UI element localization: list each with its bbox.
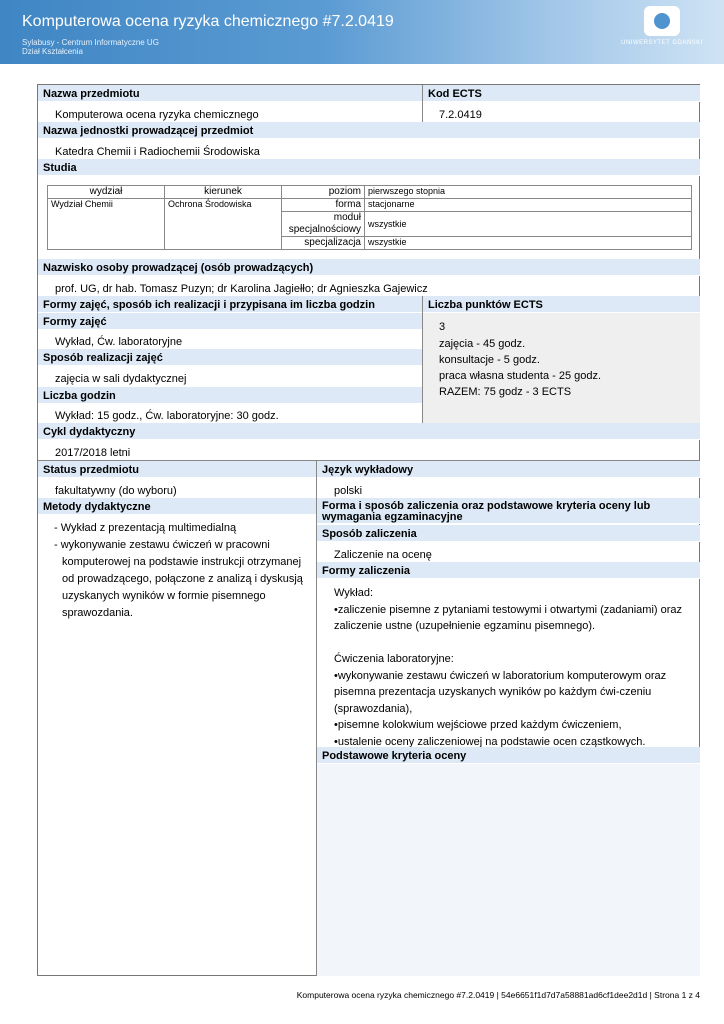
studia-modul-label-1: moduł: [333, 212, 361, 223]
studia-forma: stacjonarne: [365, 199, 692, 212]
forms-hours: Wykład: 15 godz., Ćw. laboratoryjne: 30 godz.: [55, 410, 279, 422]
forms-section-label: Formy zajęć, sposób ich realizacji i przypisana im liczba godzin: [38, 296, 422, 313]
studia-label: Studia: [38, 159, 700, 176]
assessment-forms-label: Formy zaliczenia: [317, 562, 700, 579]
assessment-lab-item: •ustalenie oceny zaliczeniowej na podstawie ocen cząstkowych.: [334, 735, 646, 748]
methods-item: - Wykład z prezentacją multimedialną: [54, 522, 237, 534]
studia-modul-label: [282, 212, 365, 237]
ects-points-line-3: konsultacje - 5 godz.: [439, 354, 540, 366]
university-logo: [614, 6, 710, 56]
studia-poziom-label: poziom: [282, 186, 365, 199]
assessment-lecture-title: Wykład:: [334, 587, 374, 599]
studia-specjalizacja-label: specjalizacja: [282, 237, 365, 250]
language-label: Język wykładowy: [317, 461, 700, 478]
assessment-method-label: Sposób zaliczenia: [317, 525, 700, 542]
methods-item: - wykonywanie zestawu ćwiczeń w pracowni komputerowej na podstawie instrukcji otrzymanej od prowadzącego, połączone z analizą i dyskusją uzyskanych wyników w formie pisemnego sprawozdania.: [54, 539, 303, 619]
studia-modul: wszystkie: [365, 212, 692, 237]
cycle-value: 2017/2018 letni: [55, 447, 131, 459]
studia-specjalizacja: wszystkie: [365, 237, 692, 250]
assessment-lab-title: Ćwiczenia laboratoryjne:: [334, 653, 454, 665]
assessment-forms-text: [334, 585, 689, 750]
cycle-label: Cykl dydaktyczny: [38, 423, 700, 440]
forms-hours-label: Liczba godzin: [38, 387, 422, 404]
assessment-lab-item: •wykonywanie zestawu ćwiczeń w laboratorium komputerowym oraz pisemna prezentacja uzyskanych wyników po każdym ćwi-czeniu (sprawozdania),: [334, 669, 667, 715]
banner-subtitle-1: Sylabusy - Centrum Informatyczne UG: [22, 38, 159, 47]
page-banner: [0, 0, 724, 64]
syllabus-frame: [37, 84, 700, 976]
criteria-label: Podstawowe kryteria oceny: [317, 747, 700, 764]
ects-points-line-5: RAZEM: 75 godz - 3 ECTS: [439, 386, 572, 398]
studia-modul-label-2: specjalnościowy: [288, 224, 361, 235]
status-label: Status przedmiotu: [38, 461, 316, 478]
studia-col-kierunek: kierunek: [165, 186, 282, 199]
studia-poziom: pierwszego stopnia: [365, 186, 692, 199]
page-footer: Komputerowa ocena ryzyka chemicznego #7.2.0419 | 54e6651f1d7d7a58881ad6cf1dee2d1d | Strona 1 z 4: [296, 990, 700, 1000]
ects-points-line-4: praca własna studenta - 25 godz.: [439, 370, 602, 382]
teachers-label: Nazwisko osoby prowadzącej (osób prowadzących): [38, 259, 700, 276]
ects-points-line-1: 3: [439, 321, 446, 333]
teachers-value: prof. UG, dr hab. Tomasz Puzyn; dr Karolina Jagiełło; dr Agnieszka Gajewicz: [55, 283, 428, 295]
ects-points-panel: [423, 313, 700, 423]
methods-list: [54, 520, 316, 622]
university-logo-icon: [644, 6, 680, 36]
ects-points-label: Liczba punktów ECTS: [423, 296, 700, 313]
studia-wydzial: Wydział Chemii: [48, 199, 165, 250]
assessment-lab-item: •pisemne kolokwium wejściowe przed każdym ćwiczeniem,: [334, 719, 622, 731]
assessment-method: Zaliczenie na ocenę: [334, 549, 432, 561]
document-title: Komputerowa ocena ryzyka chemicznego #7.2.0419: [22, 13, 394, 30]
unit-name: Katedra Chemii i Radiochemii Środowiska: [55, 146, 260, 158]
ects-code: 7.2.0419: [439, 109, 482, 121]
studia-kierunek: Ochrona Środowiska: [165, 199, 282, 250]
banner-subtitle-2: Dział Kształcenia: [22, 47, 83, 56]
assessment-label: [317, 498, 700, 524]
university-logo-text: UNIWERSYTET GDAŃSKI: [621, 40, 703, 46]
course-name: Komputerowa ocena ryzyka chemicznego: [55, 109, 259, 121]
ects-code-label: Kod ECTS: [423, 85, 700, 102]
forms-mode: zajęcia w sali dydaktycznej: [55, 373, 187, 385]
course-name-label: Nazwa przedmiotu: [38, 85, 422, 102]
studia-forma-label: forma: [282, 199, 365, 212]
unit-label: Nazwa jednostki prowadzącej przedmiot: [38, 122, 700, 139]
forms-mode-label: Sposób realizacji zajęć: [38, 349, 422, 366]
methods-label: Metody dydaktyczne: [38, 498, 316, 515]
studia-col-wydzial: wydział: [48, 186, 165, 199]
status-value: fakultatywny (do wyboru): [55, 485, 177, 497]
assessment-label-line-1: Forma i sposób zaliczenia oraz podstawowe kryteria oceny lub: [322, 500, 651, 512]
criteria-content: [317, 764, 700, 976]
assessment-lecture-text: •zaliczenie pisemne z pytaniami testowymi i otwartymi (zadaniami) oraz zaliczenie ustne (uzupełnienie egzaminu pisemnego).: [334, 603, 683, 632]
language-value: polski: [334, 485, 363, 497]
assessment-label-line-2: wymagania egzaminacyjne: [322, 511, 463, 523]
forms-types-label: Formy zajęć: [38, 313, 422, 330]
ects-points-line-2: zajęcia - 45 godz.: [439, 338, 526, 350]
forms-types: Wykład, Ćw. laboratoryjne: [55, 336, 183, 348]
studia-table: [47, 185, 692, 250]
